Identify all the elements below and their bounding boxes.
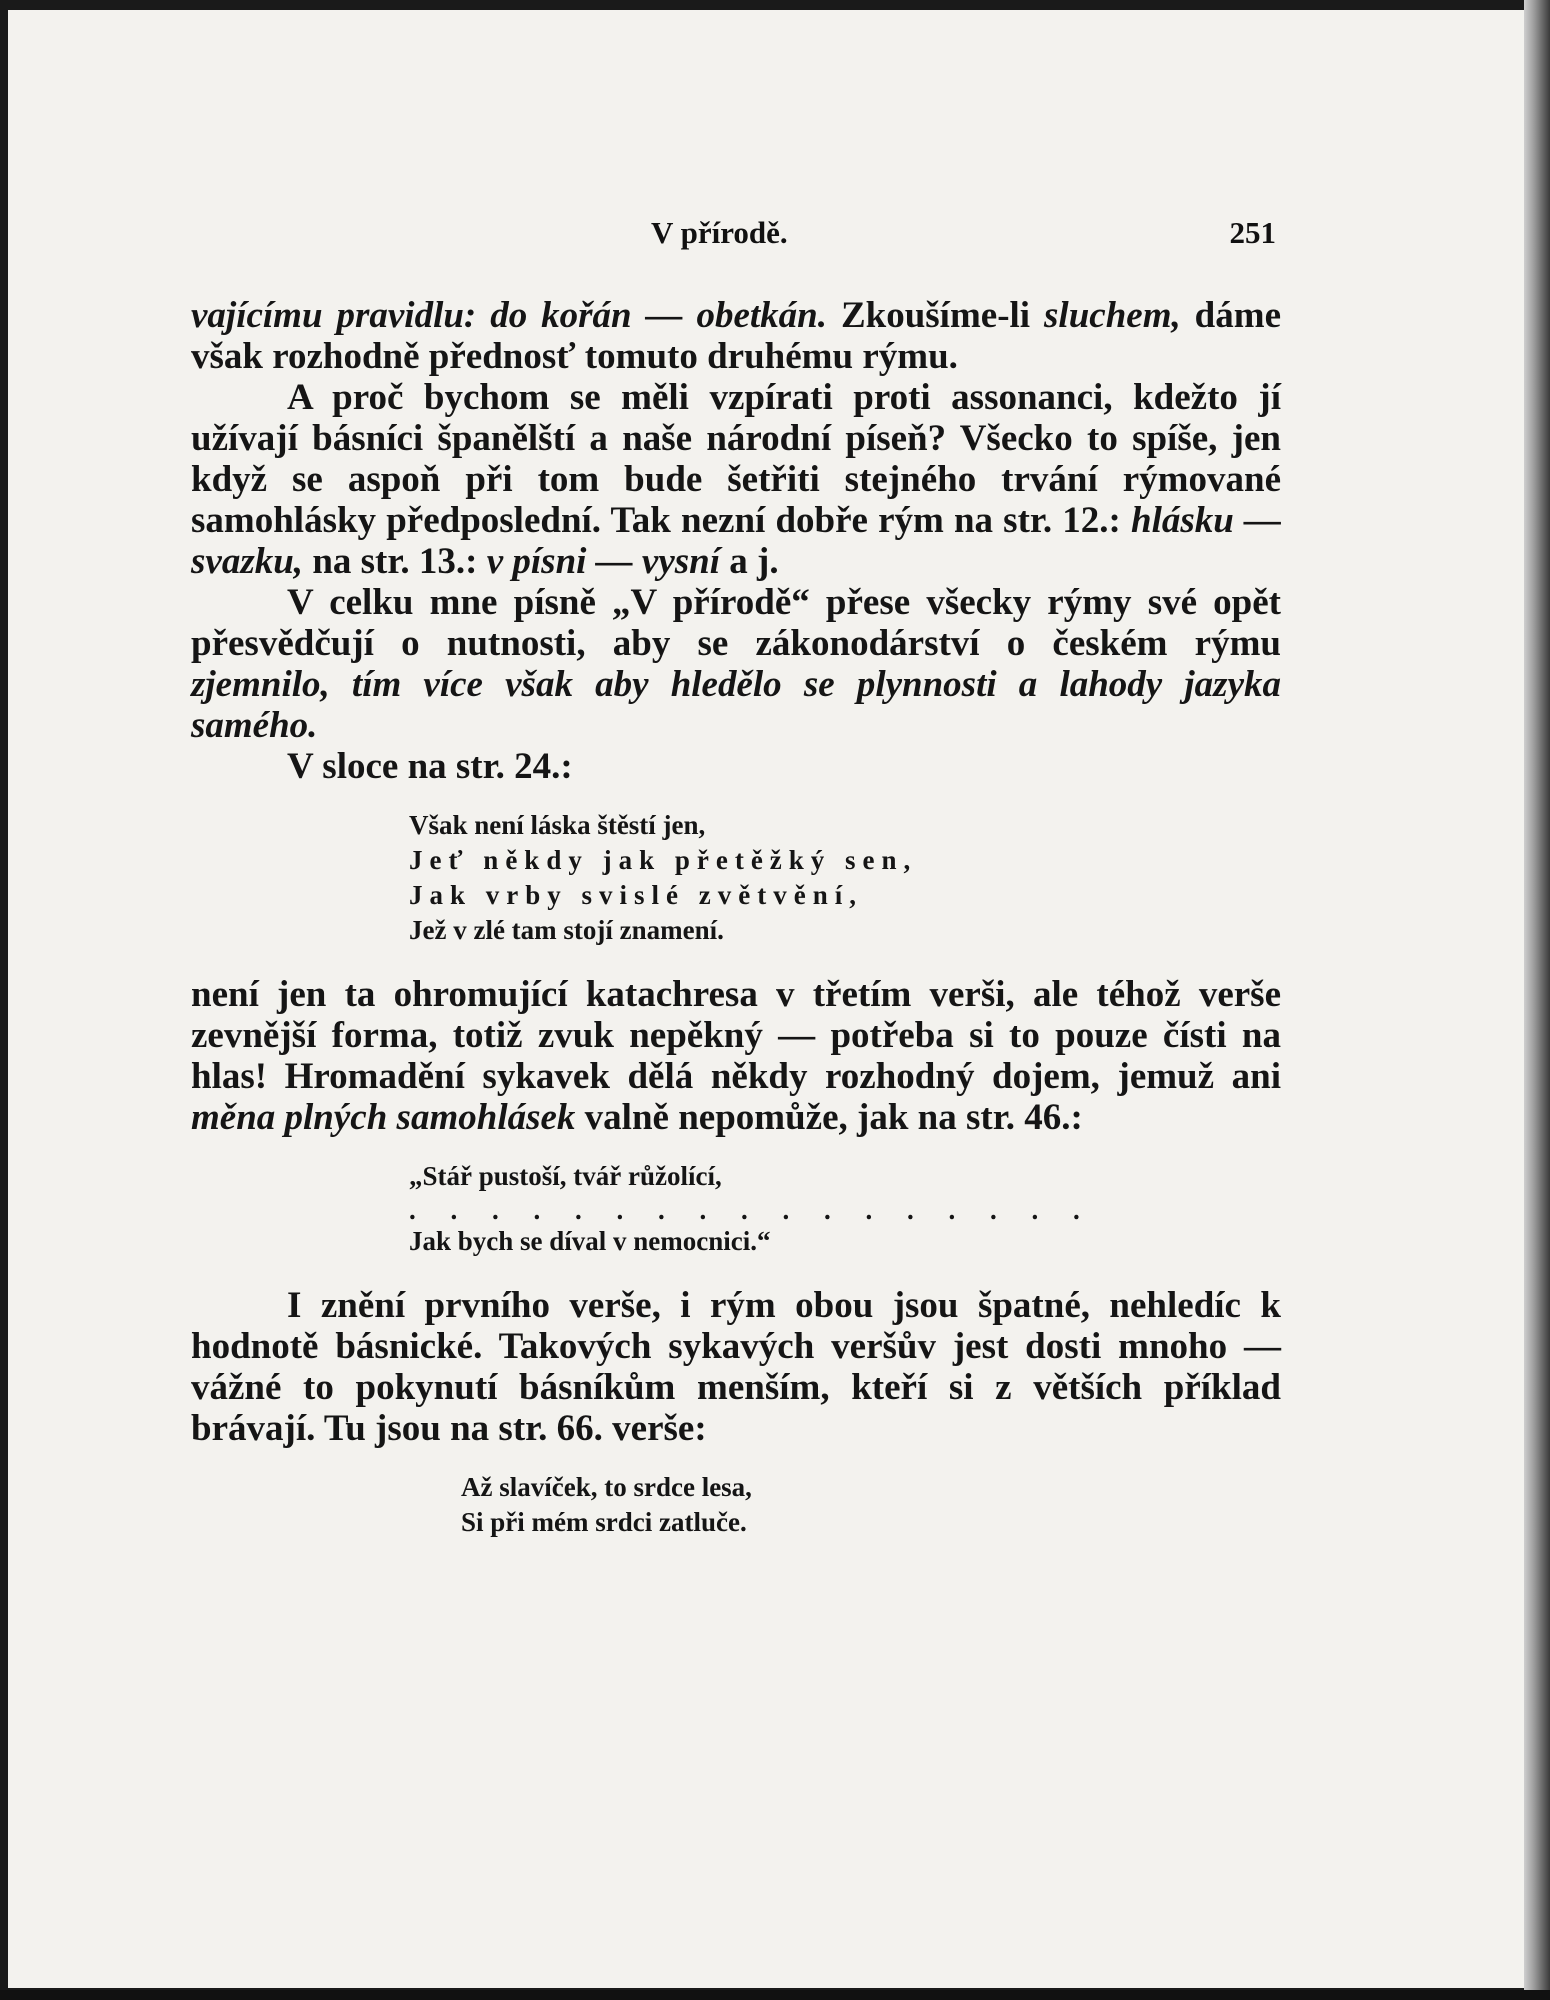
paragraph-5 (191, 974, 1281, 1138)
text-run: A proč bychom se měli vzpírati proti assonanci, kdežto jí užívají básníci španělští a naše národní píseň? Všecko to spíše, jen když se aspoň při tom bude šetřiti stejného trvání rýmované samohlásky předposlední. Tak nezní dobře rým na str. 12.: (191, 377, 1281, 541)
text-run: dáme však rozhodně přednosť tomuto druhému rýmu. (191, 295, 1282, 377)
verse-line: Jak bych se díval v nemocnici.“ (409, 1226, 771, 1256)
verse-quote-2 (409, 1159, 1281, 1259)
rhyme-example: v písni — vysní (486, 541, 721, 582)
verse-quote-1 (409, 808, 1281, 948)
paragraph-2 (191, 377, 1281, 582)
verse-line: Jak vrby svislé zvětvění, (409, 880, 863, 910)
verse-line: Však není láska štěstí jen, (409, 810, 706, 840)
rhyme-example: vajícímu pravidlu: do kořán — obetkán. (191, 295, 828, 336)
verse-line: „Stář pustoší, tvář růžolící, (409, 1161, 722, 1191)
paragraph-6: I znění prvního verše, i rým obou jsou špatné, nehledíc k hodnotě básnické. Takových sykavých veršův jest dosti mnoho — vážné to pokynutí básníkům menším, kteří si z větších příklad brávají. Tu jsou na str. 66. verše: (191, 1285, 1281, 1449)
page-header (186, 215, 1276, 255)
paragraph-4: V sloce na str. 24.: (287, 746, 573, 787)
page-number: 251 (1229, 215, 1276, 250)
ellipsis-line: . . . . . . . . . . . . . . . . . (409, 1195, 1094, 1225)
emphasis: sluchem, (1044, 295, 1181, 336)
text-run: V celku mne písně „V přírodě“ přese všecky rýmy své opět přesvědčují o nutnosti, aby se zákonodárství o českém rýmu (191, 582, 1281, 664)
text-run: není jen ta ohromující katachresa v třetím verši, ale téhož verše zevnější forma, totiž zvuk nepěkný — potřeba si to pouze čísti na hlas! Hromadění sykavek dělá někdy rozhodný dojem, jemuž ani (191, 974, 1281, 1097)
running-title: V přírodě. (651, 215, 788, 250)
emphasis: zjemnilo, tím více však aby hledělo se plynnosti a lahody jazyka samého. (191, 664, 1281, 746)
text-run: valně nepomůže, jak na str. 46.: (575, 1097, 1083, 1138)
body-text (191, 295, 1281, 1566)
text-run: Zkoušíme-li (827, 295, 1045, 336)
verse-line: Jež v zlé tam stojí znamení. (409, 915, 724, 945)
emphasis: měna plných samohlásek (191, 1097, 576, 1138)
paragraph-1 (191, 295, 1281, 377)
text-run: a j. (720, 541, 779, 582)
text-run: na str. 13.: (303, 541, 487, 582)
verse-line: Až slavíček, to srdce lesa, (461, 1472, 752, 1502)
verse-quote-3 (461, 1470, 1281, 1540)
verse-line: Jeť někdy jak přetěžký sen, (409, 845, 918, 875)
book-page (8, 10, 1528, 1988)
paragraph-3 (191, 582, 1281, 746)
verse-line: Si při mém srdci zatluče. (461, 1507, 747, 1537)
rhyme-example: hlásku — svazku, (191, 500, 1281, 582)
page-edge-shadow (1524, 0, 1550, 2000)
scan-bottom-border (0, 1990, 1550, 2000)
